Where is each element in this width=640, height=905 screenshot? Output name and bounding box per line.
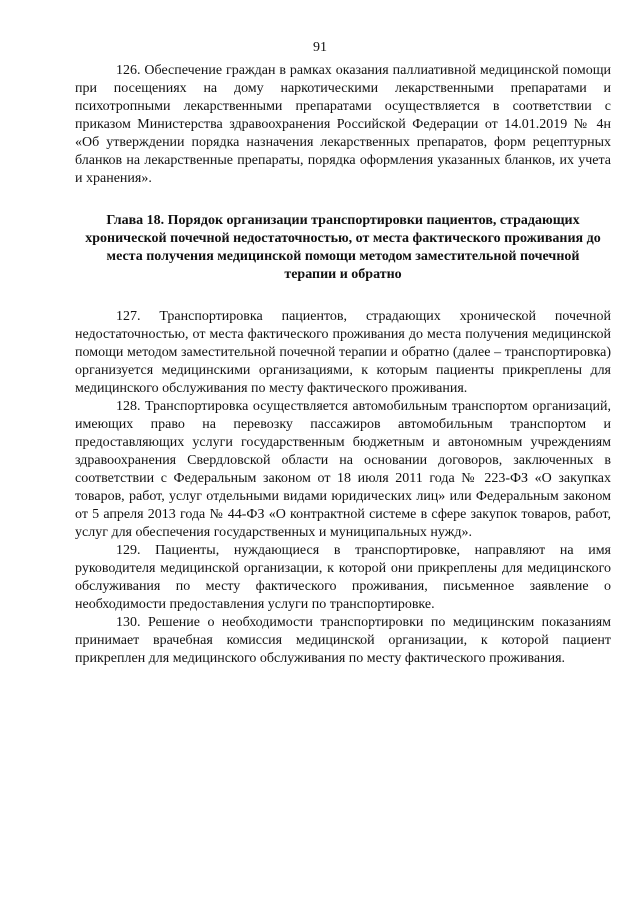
document-body: [75, 62, 611, 668]
paragraph-126: 126. Обеспечение граждан в рамках оказания паллиативной медицинской помощи при посещениях на дому наркотическими лекарственными препаратами и психотропными лекарственными препаратами осуществляется в соответствии с приказом Министерства здравоохранения Российской Федерации от 14.01.2019 № 4н «Об утверждении порядка назначения лекарственных препаратов, форм рецептурных бланков на лекарственные препараты, порядка оформления указанных бланков, их учета и хранения».: [75, 63, 611, 186]
paragraph-129: 129. Пациенты, нуждающиеся в транспортировке, направляют на имя руководителя медицинской организации, к которой они прикреплены для медицинского обслуживания по месту фактического проживания, письменное заявление о необходимости предоставления услуги по транспортировке.: [75, 543, 611, 612]
paragraph-128: 128. Транспортировка осуществляется автомобильным транспортом организаций, имеющих право на перевозку пассажиров автомобильным транспортом и предоставляющих услуги государственным бюджетным и автономным учреждениям здравоохранения Свердловской области на основании договоров, заключенных в соответствии с Федеральным законом от 18 июля 2011 года № 223-ФЗ «О закупках товаров, работ, услуг отдельными видами юридических лиц» или Федеральным законом от 5 апреля 2013 года № 44-ФЗ «О контрактной системе в сфере закупок товаров, работ, услуг для обеспечения государственных и муниципальных нужд».: [75, 399, 611, 540]
paragraph-127: 127. Транспортировка пациентов, страдающих хронической почечной недостаточностью, от места фактического проживания до места получения медицинской помощи методом заместительной почечной терапии и обратно (далее – транспортировка) организуется медицинскими организациями, к которым пациенты прикреплены для медицинского обслуживания по месту фактического проживания.: [75, 309, 611, 396]
paragraph-130: 130. Решение о необходимости транспортировки по медицинским показаниям принимает врачебная комиссия медицинской организации, к которой пациент прикреплен для медицинского обслуживания по месту фактического проживания.: [75, 615, 611, 666]
chapter-heading: Глава 18. Порядок организации транспортировки пациентов, страдающих хронической почечной недостаточностью, от места фактического проживания до места получения медицинской помощи методом заместительной почечной терапии и обратно: [85, 213, 601, 282]
page-number: 91: [313, 40, 327, 55]
